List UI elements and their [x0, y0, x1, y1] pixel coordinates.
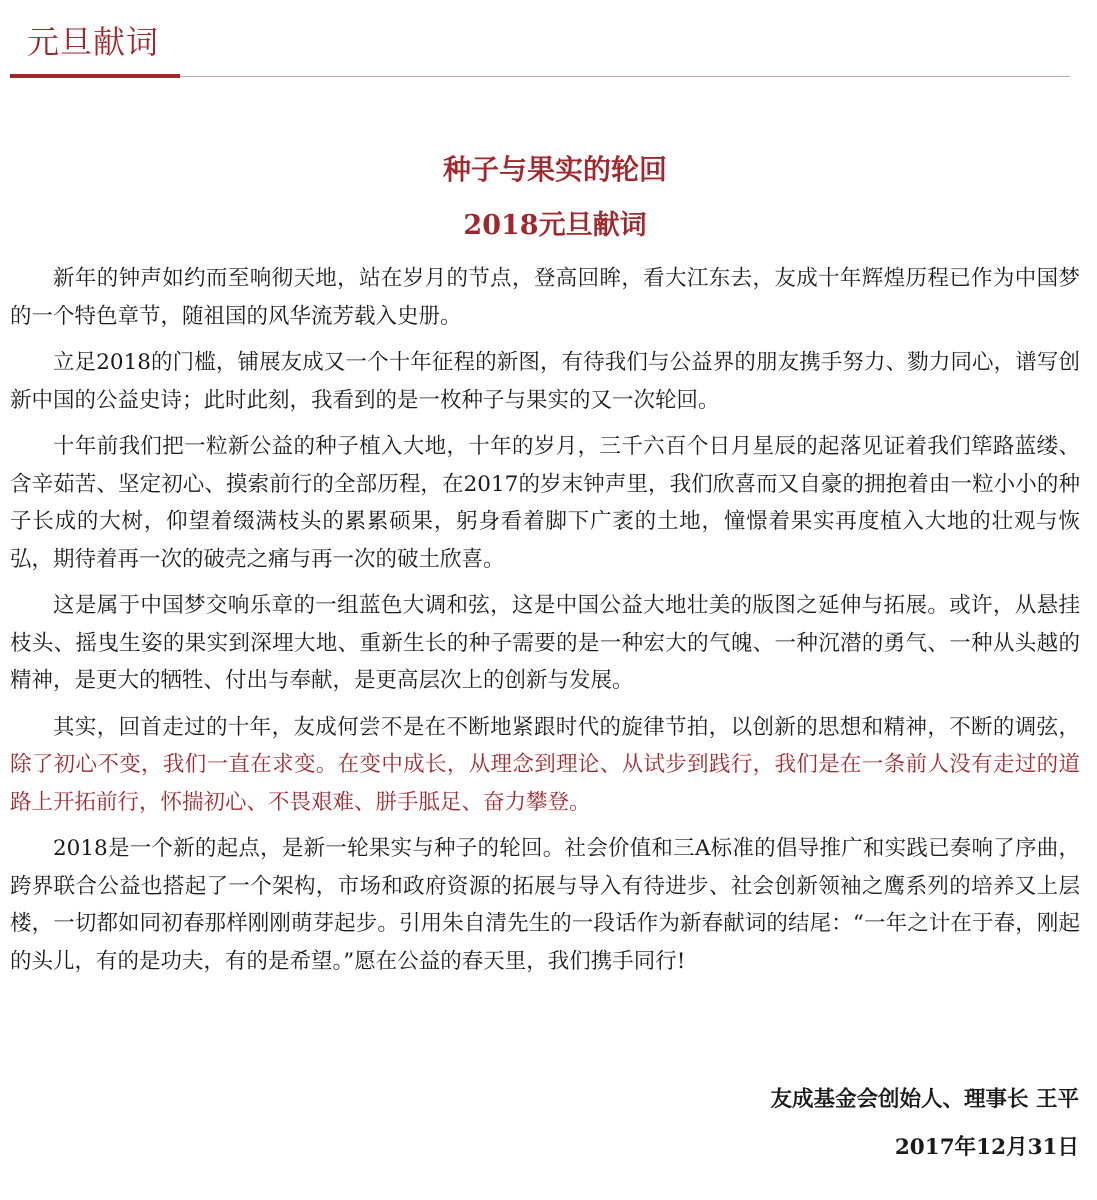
section-title: 元旦献词	[27, 23, 160, 61]
paragraph-4: 这是属于中国梦交响乐章的一组蓝色大调和弦，这是中国公益大地壮美的版图之延伸与拓展。或许，从悬挂枝头、摇曳生姿的果实到深埋大地、重新生长的种子需要的是一种宏大的气魄、一种沉潜的勇气、一种从头越的精神，是更大的牺牲、付出与奉献，是更高层次上的创新与发展。	[10, 593, 1080, 693]
article-subtitle: 2018元旦献词	[463, 210, 647, 241]
signature-block	[771, 1082, 1080, 1166]
article-body	[10, 150, 1080, 989]
page-header	[0, 0, 1097, 80]
article-title: 种子与果实的轮回	[442, 153, 667, 186]
paragraph-5-highlight: 除了初心不变，我们一直在求变。在变中成长，从理念到理论、从试步到践行，我们是在一条前人没有走过的道路上开拓前行，怀揣初心、不畏艰难、胼手胝足、奋力攀登。	[10, 752, 1080, 815]
paragraph-1: 新年的钟声如约而至响彻天地，站在岁月的节点，登高回眸，看大江东去，友成十年辉煌历程已作为中国梦的一个特色章节，随祖国的风华流芳载入史册。	[10, 266, 1080, 329]
paragraph-2: 立足2018的门槛，铺展友成又一个十年征程的新图，有待我们与公益界的朋友携手努力、勠力同心，谱写创新中国的公益史诗；此时此刻，我看到的是一枚种子与果实的又一次轮回。	[10, 350, 1080, 413]
paragraph-5-text: 其实，回首走过的十年，友成何尝不是在不断地紧跟时代的旋律节拍，以创新的思想和精神，不断的调弦，	[53, 714, 1080, 740]
signature-author: 友成基金会创始人、理事长 王平	[770, 1087, 1079, 1112]
paragraph-5	[10, 709, 1080, 822]
header-divider-accent	[10, 74, 180, 78]
paragraph-3: 十年前我们把一粒新公益的种子植入大地，十年的岁月，三千六百个日月星辰的起落见证着我们筚路蓝缕、含辛茹苦、坚定初心、摸索前行的全部历程，在2017的岁末钟声里，我们欣喜而又自豪的拥抱着由一粒小小的种子长成的大树，仰望着缀满枝头的累累硕果，躬身看着脚下广袤的土地，憧憬着果实再度植入大地的壮观与恢弘，期待着再一次的破壳之痛与再一次的破土欣喜。	[10, 434, 1080, 572]
paragraph-6: 2018是一个新的起点，是新一轮果实与种子的轮回。社会价值和三A标准的倡导推广和实践已奏响了序曲，跨界联合公益也搭起了一个架构，市场和政府资源的拓展与导入有待进步、社会创新领袖之鹰系列的培养又上层楼，一切都如同初春那样刚刚萌芽起步。引用朱自清先生的一段话作为新春献词的结尾：“一年之计在于春，刚起的头儿，有的是功夫，有的是希望。”愿在公益的春天里，我们携手同行!	[10, 836, 1080, 974]
signature-date: 2017年12月31日	[894, 1135, 1079, 1160]
